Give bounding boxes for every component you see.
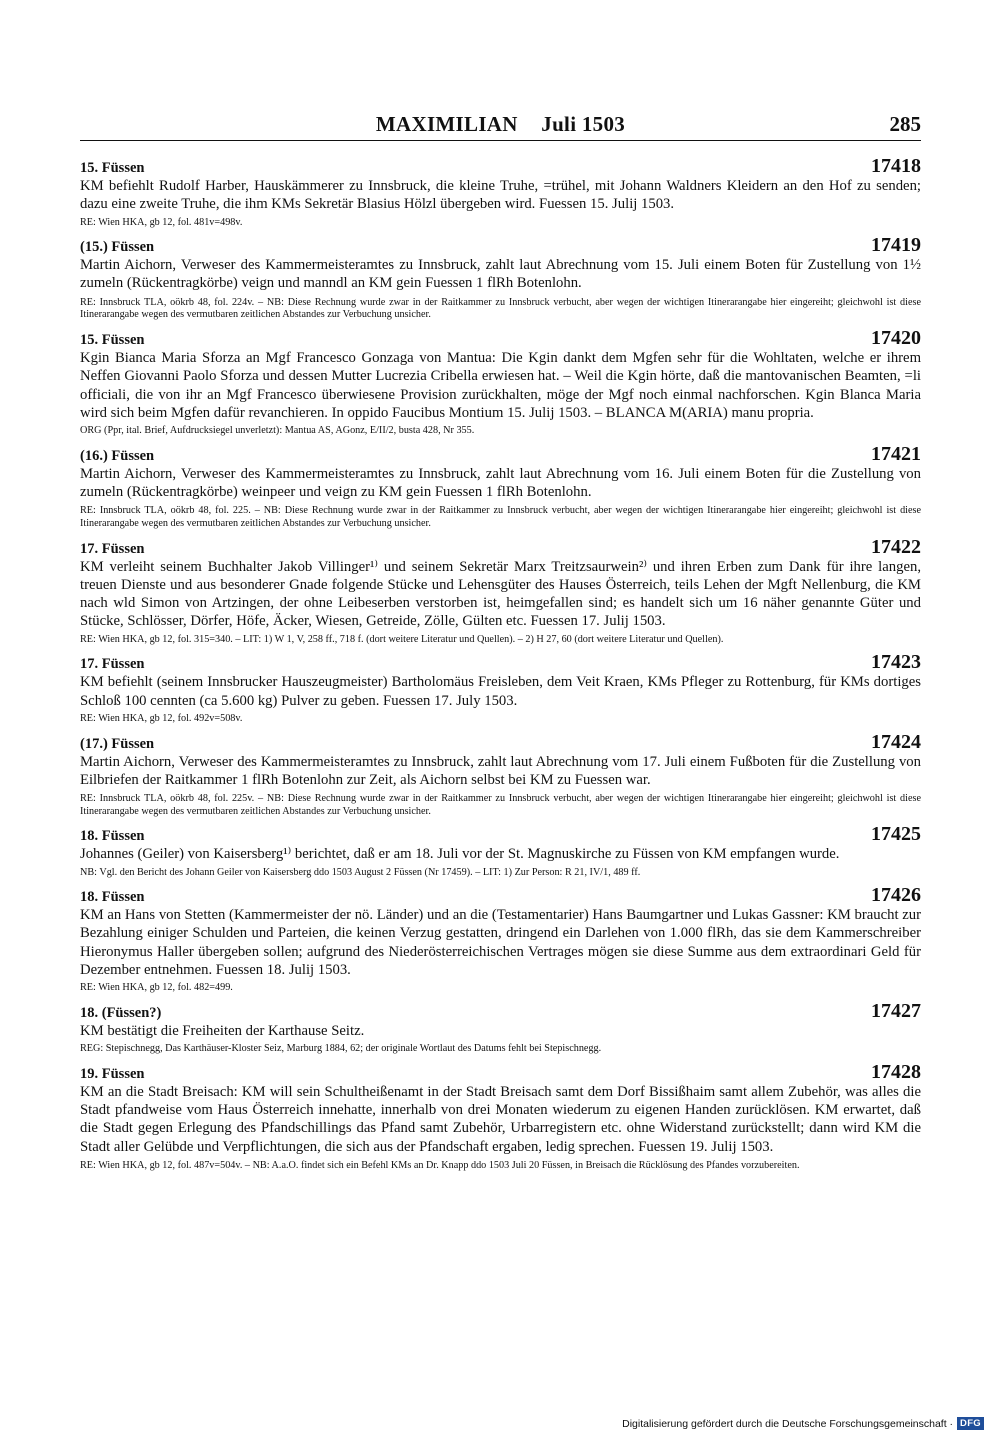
entry: [80, 155, 921, 229]
entry-body: Johannes (Geiler) von Kaisersberg¹⁾ berichtet, daß er am 18. Juli vor der St. Magnuskirche zu Füssen von KM empfangen wurde.: [80, 846, 840, 863]
entry: [80, 442, 921, 531]
entry-date: (15.) Füssen: [80, 239, 155, 256]
dfg-logo: DFG: [957, 1417, 984, 1430]
entry-body: KM bestätigt die Freiheiten der Karthause Seitz.: [80, 1022, 365, 1039]
entry-body: KM an die Stadt Breisach: KM will sein Schultheißenamt in der Stadt Breisach samt dem Dorf Bissißhaim samt allem Zubehör, was alles die Stadt pfandweise vom Haus Österreich innehatte, innerhalb von drei Monaten wiederum zu eigenen Handen zurücklösen. KM erwartet, daß die Stadt gegen Erlegung des Pfandschillings das Pfand samt Zubehör, Urbarregistern etc. ohne Widerstand zurückstellt; dann wird KM die Stadt aller Gelübde und Verpflichtungen, die sich aus der Pfandschaft ergaben, ledig sprechen. Fuessen 19. Julij 1503.: [80, 1083, 921, 1155]
entry-number: 17424: [871, 730, 921, 753]
entry-note: RE: Wien HKA, gb 12, fol. 315=340. – LIT: 1) W 1, V, 258 ff., 718 f. (dort weitere Literatur und Quellen). – 2) H 27, 60 (dort weitere Literatur und Quellen).: [80, 633, 724, 645]
digitization-footer: [622, 1417, 984, 1430]
entry-number: 17426: [871, 884, 921, 907]
entry-date: 18. (Füssen?): [80, 1004, 162, 1021]
entry-note: RE: Wien HKA, gb 12, fol. 492v=508v.: [80, 712, 243, 724]
entry-number: 17421: [871, 442, 921, 465]
entry: [80, 999, 921, 1056]
entry-date: 15. Füssen: [80, 160, 145, 176]
entry-note: RE: Wien HKA, gb 12, fol. 481v=498v.: [80, 216, 243, 228]
entry-note: RE: Wien HKA, gb 12, fol. 487v=504v. – NB: A.a.O. findet sich ein Befehl KMs an Dr. Knapp ddo 1503 Juli 20 Füssen, in Breisach die Rücklösung des Pfandes vorzubereiten.: [80, 1160, 800, 1172]
entry-date: 17. Füssen: [80, 540, 145, 557]
entry-note: RE: Innsbruck TLA, oökrb 48, fol. 225. – NB: Diese Rechnung wurde zwar in der Raitkammer zu Innsbruck verbucht, aber wegen der wichtigen Itinerarangabe hier eingereiht; gleichwohl ist diese Itinerarangabe wegen des vermutbaren zeitlichen Abstandes zur Verbuchung unsicher.: [80, 505, 921, 529]
entry: [80, 730, 921, 819]
entry-date: (16.) Füssen: [80, 447, 155, 464]
entry: [80, 884, 921, 995]
entry-number: 17427: [871, 999, 921, 1022]
entry-number: 17422: [871, 535, 921, 558]
entry-note: RE: Innsbruck TLA, oökrb 48, fol. 224v. – NB: Diese Rechnung wurde zwar in der Raitkammer zu Innsbruck verbucht, aber wegen der wichtigen Itinerarangabe hier eingereiht; gleichwohl ist diese Itinerarangabe wegen des vermutbaren zeitlichen Abstandes zur Verbuchung unsicher.: [80, 296, 921, 321]
entry-number: 17418: [871, 155, 921, 177]
entry-list: [80, 155, 921, 1173]
entry-body: Kgin Bianca Maria Sforza an Mgf Francesco Gonzaga von Mantua: Die Kgin dankt dem Mgfen sehr für die Wohltaten, welche er ihrem Neffen Giovanni Paolo Sforza und dessen Mutter Lucrezia Cribella erwiesen hat. – Weil die Kgin hörte, daß die mantovanischen Beamten, =li officiali, die von ihr an Mgf Francesco überwiesene Provision zurückhalten, möge der Mgf noch einmal nachforschen. Kgin Blanca Maria wird sich beim Mgfen dafür revanchieren. In oppido Faucibus Montium 15. Julij 1503. – BLANCA M(ARIA) manu propria.: [80, 349, 921, 421]
entry-note: RE: Innsbruck TLA, oökrb 48, fol. 225v. – NB: Diese Rechnung wurde zwar in der Raitkammer zu Innsbruck verbucht, aber wegen der wichtigen Itinerarangabe hier eingereiht; gleichwohl ist diese Itinerarangabe wegen des vermutbaren zeitlichen Abstandes zur Verbuchung unsicher.: [80, 793, 921, 817]
entry: [80, 326, 921, 438]
entry-body: Martin Aichorn, Verweser des Kammermeisteramtes zu Innsbruck, zahlt laut Abrechnung vom 15. Juli einem Boten für Zustellung von 1½ zumeln (Rückentragkörbe) veign und manndl an KM gein Fuessen 1 flRh Botenlohn.: [80, 257, 921, 292]
entry-date: 17. Füssen: [80, 656, 145, 673]
entry: [80, 535, 921, 647]
page-number: 285: [889, 112, 921, 136]
header-title: MAXIMILIAN: [375, 112, 518, 136]
funding-credit: Digitalisierung gefördert durch die Deutsche Forschungsgemeinschaft ·: [622, 1417, 954, 1430]
entry-body: KM an Hans von Stetten (Kammermeister der nö. Länder) und an die (Testamentarier) Hans Baumgartner und Lukas Gassner: KM braucht zur Bezahlung einiger Schulden und Parteien, die keinen Verzug gestatten, dringend ein Darlehen von 1.000 flRh, das sie dem Kammerschreiber Hieronymus Haller übergeben sollen; aufgrund des Niederösterreichischen Vertrages mögen sie diese Summe aus dem extraordinari Geld für Dezember entnehmen. Fuessen 18. Julij 1503.: [80, 907, 921, 979]
running-head: [80, 110, 921, 141]
entry-date: 18. Füssen: [80, 828, 145, 845]
entry-note: REG: Stepischnegg, Das Karthäuser-Kloster Seiz, Marburg 1884, 62; der originale Wortlaut des Datums fehlt bei Stepischnegg.: [80, 1043, 602, 1055]
running-title: [80, 112, 921, 137]
entry-number: 17419: [871, 234, 921, 257]
entry-date: 18. Füssen: [80, 889, 145, 906]
entry-body: KM befiehlt Rudolf Harber, Hauskämmerer zu Innsbruck, die kleine Truhe, =trühel, mit Johann Waldners Kleidern an den Hof zu senden; dazu eine zweite Truhe, die ihm KMs Sekretär Blasius Hölzl übergeben wird. Fuessen 15. Julij 1503.: [80, 178, 921, 213]
entry: [80, 1060, 921, 1173]
entry-date: 15. Füssen: [80, 331, 145, 348]
entry-date: 19. Füssen: [80, 1065, 145, 1082]
entry: [80, 234, 921, 322]
header-subtitle: Juli 1503: [541, 112, 626, 136]
entry-note: NB: Vgl. den Bericht des Johann Geiler von Kaisersberg ddo 1503 August 2 Füssen (Nr 17459). – LIT: 1) Zur Person: R 21, IV/1, 489 ff.: [80, 866, 641, 878]
entry: [80, 823, 921, 879]
entry-number: 17425: [871, 823, 921, 846]
entry-number: 17423: [871, 651, 921, 674]
entry-number: 17428: [871, 1060, 921, 1083]
entry-body: KM befiehlt (seinem Innsbrucker Hauszeugmeister) Bartholomäus Freisleben, dem Veit Kraen, KMs Pfleger zu Rottenburg, für KMs dortiges Schloß 100 cennten (ca 5.600 kg) Pulver zu geben. Fuessen 17. July 1503.: [80, 674, 921, 709]
entry-note: RE: Wien HKA, gb 12, fol. 482=499.: [80, 982, 233, 994]
entry: [80, 651, 921, 725]
entry-date: (17.) Füssen: [80, 735, 155, 752]
entry-body: KM verleiht seinem Buchhalter Jakob Villinger¹⁾ und seinem Sekretär Marx Treitzsaurwein²⁾ und ihren Erben zum Dank für ihre langen, treuen Dienste und aus besonderer Gnade folgende Stücke und Lehensgüter des Hauses Österreich, teils Lehen der Mgft Nellenburg, die KM nach wld Simon von Artzingen, der ohne Leibeserben verstorben ist, heimgefallen sind; es handelt sich um 16 näher genannte Güter und Stücke, Schlösser, Dörfer, Höfe, Äcker, Wiesen, Getreide, Zölle, Gülten etc. Fuessen 17. Julij 1503.: [80, 558, 921, 630]
entry-number: 17420: [871, 326, 921, 349]
entry-body: Martin Aichorn, Verweser des Kammermeisteramtes zu Innsbruck, zahlt laut Abrechnung vom 17. Juli einem Fußboten für die Zustellung von Eilbriefen der Raitkammer 1 flRh Botenlohn zur Zeit, als Aichorn selbst bei KM zu Fuessen war.: [80, 753, 921, 788]
document-page: [80, 0, 921, 1181]
entry-body: Martin Aichorn, Verweser des Kammermeisteramtes zu Innsbruck, zahlt laut Abrechnung vom 16. Juli einem Boten für die Zustellung von zumeln (Rückentragkörbe) weinpeer und veign zu KM gein Fuessen 1 flRh Botenlohn.: [80, 465, 921, 501]
entry-note: ORG (Ppr, ital. Brief, Aufdrucksiegel unverletzt): Mantua AS, AGonz, E/II/2, busta 428, Nr 355.: [80, 425, 475, 437]
